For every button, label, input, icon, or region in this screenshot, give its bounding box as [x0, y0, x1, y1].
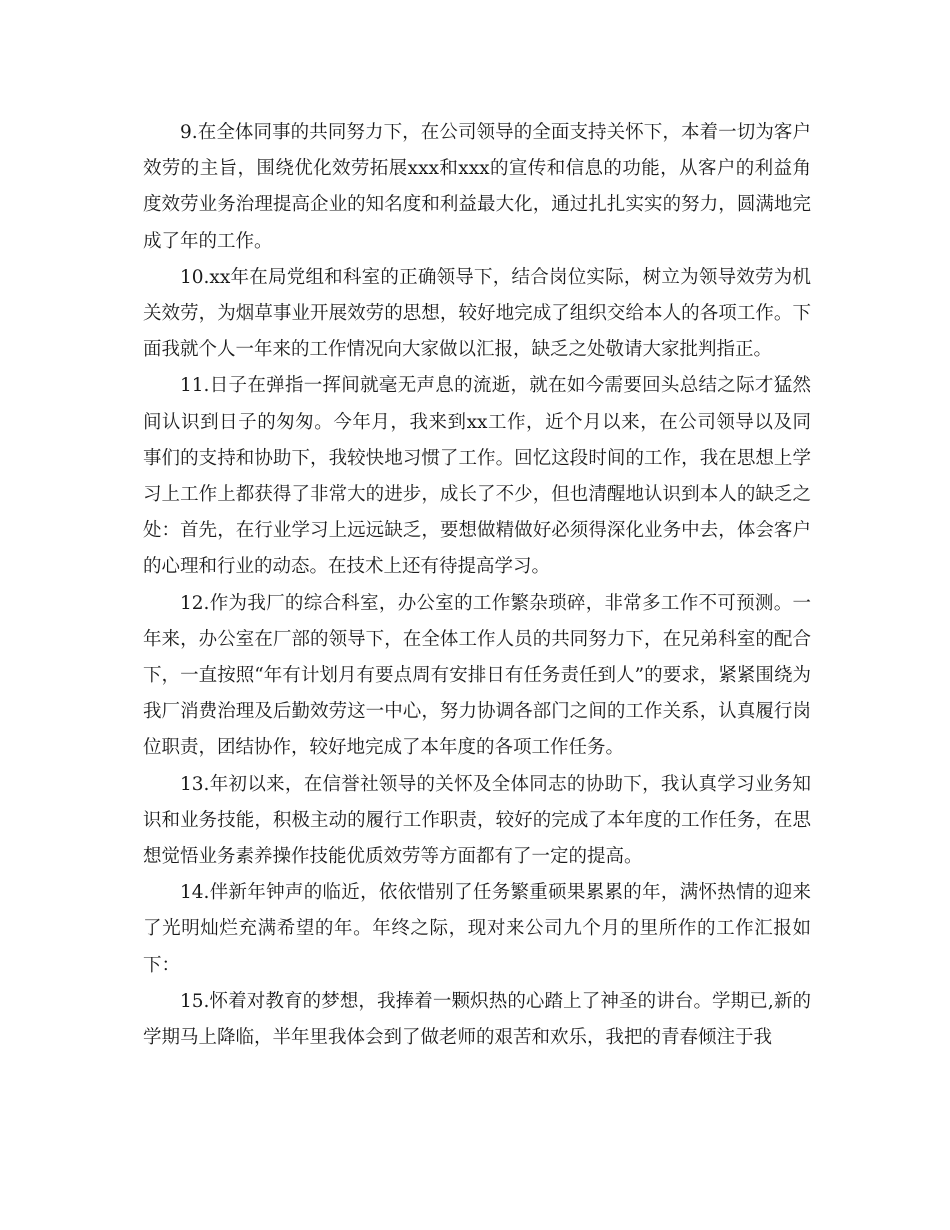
paragraph-10: 10.xx年在局党组和科室的正确领导下，结合岗位实际，树立为领导效劳为机关效劳，为烟草事业开展效劳的思想，较好地完成了组织交给本人的各项工作。下面我就个人一年来的工作情况向大家做以汇报，缺乏之处敬请大家批判指正。 — [143, 266, 811, 361]
paragraph-11: 11.日子在弹指一挥间就毫无声息的流逝，就在如今需要回头总结之际才猛然间认识到日子的匆匆。今年月，我来到xx工作，近个月以来，在公司领导以及同事们的支持和协助下，我较快地习惯了工作。回忆这段时间的工作，我在思想上学习上工作上都获得了非常大的进步，成长了不少，但也清醒地认识到本人的缺乏之处：首先，在行业学习上远远缺乏，要想做精做好必须得深化业务中去，体会客户的心理和行业的动态。在技术上还有待提高学习。 — [143, 375, 811, 578]
paragraph-13: 13.年初以来，在信誉社领导的关怀及全体同志的协助下，我认真学习业务知识和业务技能，积极主动的履行工作职责，较好的完成了本年度的工作任务，在思想觉悟业务素养操作技能优质效劳等方面都有了一定的提高。 — [143, 773, 811, 868]
document-body — [143, 115, 811, 1056]
paragraph-15: 15.怀着对教育的梦想，我捧着一颗炽热的心踏上了神圣的讲台。学期已,新的学期马上降临，半年里我体会到了做老师的艰苦和欢乐，我把的青春倾注于我 — [143, 990, 811, 1049]
paragraph-9: 9.在全体同事的共同努力下，在公司领导的全面支持关怀下，本着一切为客户效劳的主旨，围绕优化效劳拓展xxx和xxx的宣传和信息的功能，从客户的利益角度效劳业务治理提高企业的知名度和利益最大化，通过扎扎实实的努力，圆满地完成了年的工作。 — [143, 122, 811, 252]
paragraph-12: 12.作为我厂的综合科室，办公室的工作繁杂琐碎，非常多工作不可预测。一年来，办公室在厂部的领导下，在全体工作人员的共同努力下，在兄弟科室的配合下，一直按照“年有计划月有要点周有安排日有任务责任到人”的要求，紧紧围绕为我厂消费治理及后勤效劳这一中心，努力协调各部门之间的工作关系，认真履行岗位职责，团结协作，较好地完成了本年度的各项工作任务。 — [143, 592, 811, 759]
paragraph-14: 14.伴新年钟声的临近，依依惜别了任务繁重硕果累累的年，满怀热情的迎来了光明灿烂充满希望的年。年终之际，现对来公司九个月的里所作的工作汇报如下： — [143, 882, 811, 976]
